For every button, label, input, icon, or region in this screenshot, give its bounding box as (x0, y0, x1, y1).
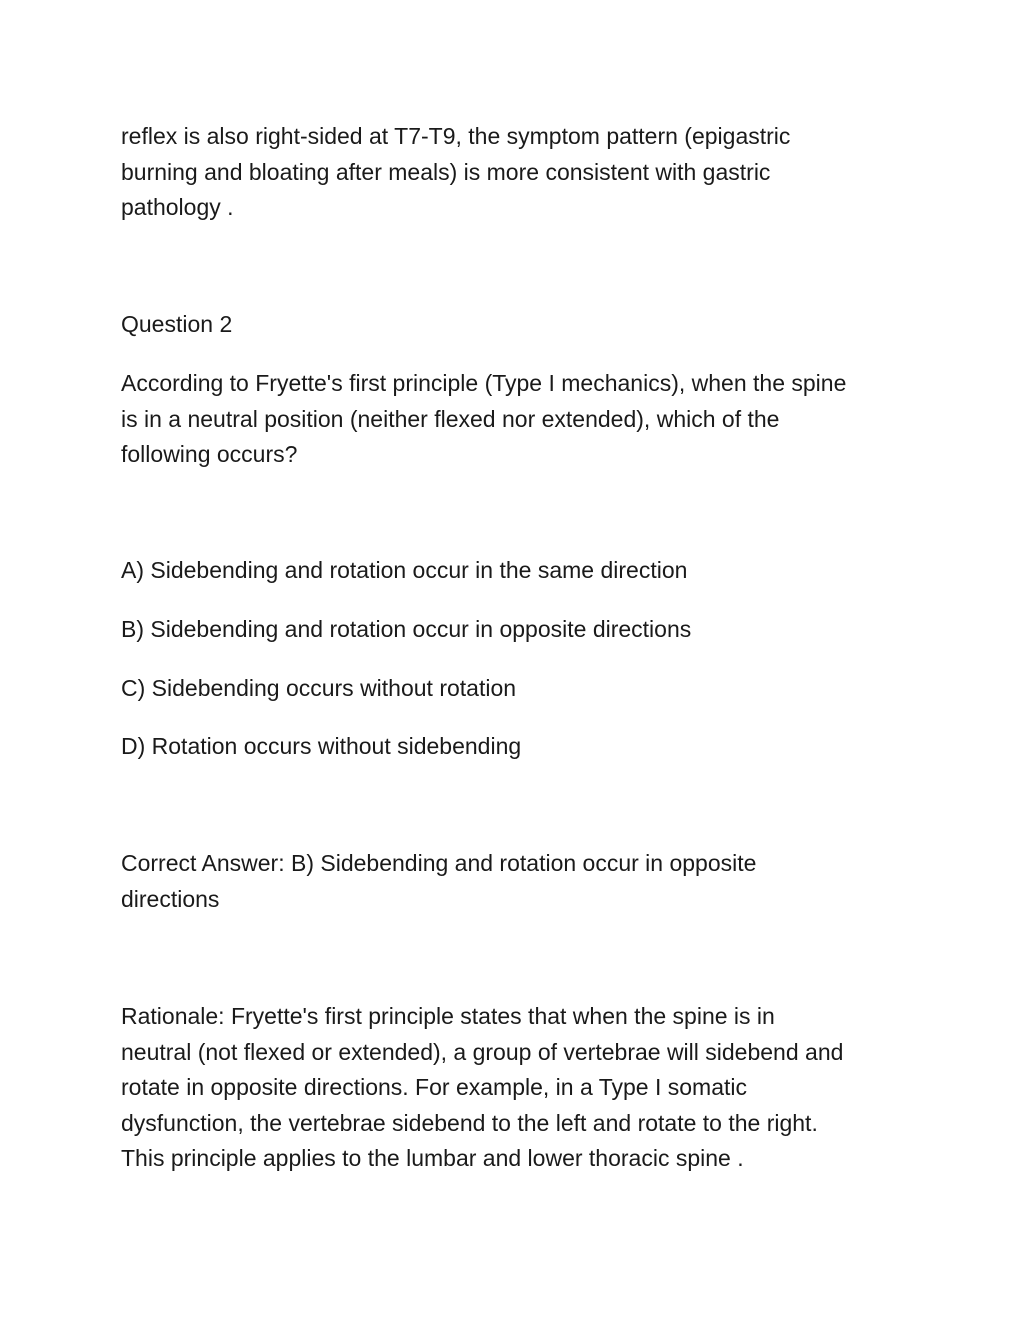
text-line: According to Fryette's first principle (Type I mechanics), when the spine (121, 370, 847, 396)
text-line: reflex is also right-sided at T7-T9, the symptom pattern (epigastric (121, 123, 791, 149)
correct-answer (121, 846, 911, 917)
text-line: pathology . (121, 194, 234, 220)
option-c: C) Sidebending occurs without rotation (121, 675, 517, 701)
question-stem (121, 366, 911, 473)
rationale-paragraph (121, 999, 911, 1177)
text-line: This principle applies to the lumbar and lower thoracic spine . (121, 1145, 744, 1171)
text-line: following occurs? (121, 441, 298, 467)
option-b: B) Sidebending and rotation occur in opposite directions (121, 616, 692, 642)
option-a: A) Sidebending and rotation occur in the same direction (121, 557, 688, 583)
text-line: Rationale: Fryette's first principle states that when the spine is in (121, 1003, 775, 1029)
text-line: neutral (not flexed or extended), a group of vertebrae will sidebend and (121, 1038, 844, 1065)
question-heading: Question 2 (121, 311, 233, 337)
text-line: dysfunction, the vertebrae sidebend to the left and rotate to the right. (121, 1109, 818, 1136)
continuation-paragraph (121, 119, 911, 226)
option-d: D) Rotation occurs without sidebending (121, 733, 522, 759)
text-line: burning and bloating after meals) is more consistent with gastric (121, 158, 771, 185)
text-line: directions (121, 885, 220, 912)
text-line: Correct Answer: B) Sidebending and rotation occur in opposite (121, 850, 757, 876)
text-line: rotate in opposite directions. For example, in a Type I somatic (121, 1074, 747, 1100)
text-line: is in a neutral position (neither flexed nor extended), which of the (121, 405, 780, 432)
